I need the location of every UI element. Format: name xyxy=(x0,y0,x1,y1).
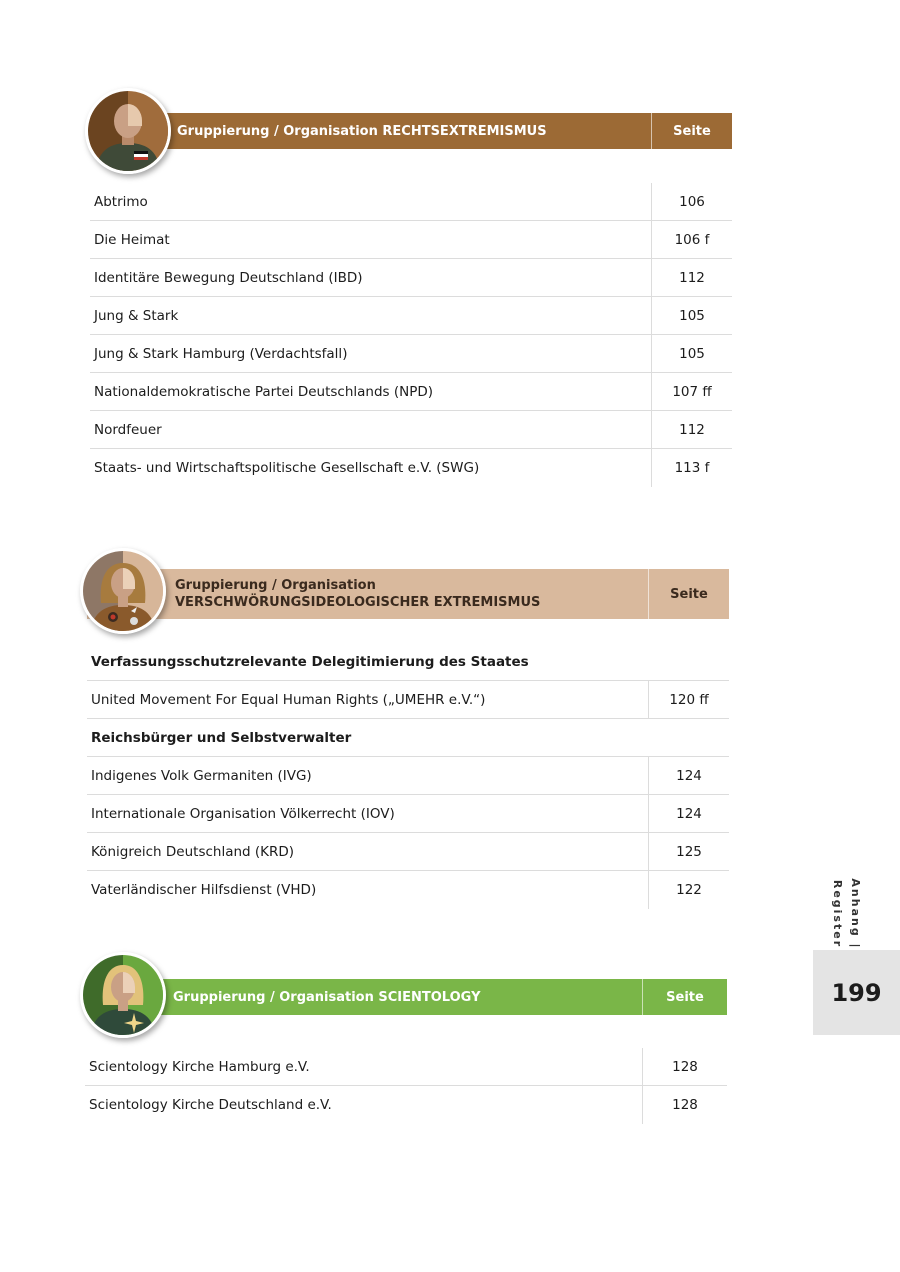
row-page: 112 xyxy=(651,411,732,448)
row-page: 124 xyxy=(648,757,729,794)
header-title-line: VERSCHWÖRUNGSIDEOLOGISCHER EXTREMISMUS xyxy=(175,595,541,610)
side-section-label: Anhang | Register xyxy=(831,878,862,950)
table-rows xyxy=(87,643,729,909)
section-header xyxy=(90,113,732,149)
header-title xyxy=(85,979,642,1015)
row-name: Die Heimat xyxy=(94,231,170,248)
header-seite-label: Seite xyxy=(651,113,732,149)
section-header xyxy=(87,569,729,619)
row-name: Jung & Stark Hamburg (Verdachtsfall) xyxy=(94,345,348,362)
header-title xyxy=(90,113,651,149)
row-name: Staats- und Wirtschaftspolitische Gesellschaft e.V. (SWG) xyxy=(94,460,480,476)
section-verschwoerung xyxy=(87,548,729,914)
row-page: 112 xyxy=(651,259,732,296)
table-row xyxy=(90,373,732,411)
row-name: Indigenes Volk Germaniten (IVG) xyxy=(91,767,312,784)
table-rows xyxy=(90,183,732,487)
conspiracy-extremist-avatar-icon xyxy=(80,548,166,634)
row-page: 113 f xyxy=(651,449,732,487)
table-row xyxy=(90,259,732,297)
row-name: Nationaldemokratische Partei Deutschlands (NPD) xyxy=(94,383,434,400)
section-rechtsextremismus xyxy=(90,88,732,498)
row-subheading: Reichsbürger und Selbstverwalter xyxy=(91,729,352,746)
table-row xyxy=(87,719,729,757)
row-name: Jung & Stark xyxy=(94,307,179,324)
row-name: United Movement For Equal Human Rights („UMEHR e.V.“) xyxy=(91,691,486,708)
row-name: Abtrimo xyxy=(94,193,148,210)
row-name: Internationale Organisation Völkerrecht (IOV) xyxy=(91,805,395,822)
row-page: 124 xyxy=(648,795,729,832)
table-row xyxy=(90,183,732,221)
row-page: 106 f xyxy=(651,221,732,258)
header-title-line: Gruppierung / Organisation RECHTSEXTREMISMUS xyxy=(177,123,547,139)
row-page: 128 xyxy=(642,1048,727,1085)
scientology-avatar-icon xyxy=(80,952,166,1038)
row-page: 107 ff xyxy=(651,373,732,410)
row-page: 128 xyxy=(642,1086,727,1124)
row-subheading: Verfassungsschutzrelevante Delegitimierung des Staates xyxy=(91,653,529,670)
row-name: Vaterländischer Hilfsdienst (VHD) xyxy=(91,882,317,898)
row-name: Scientology Kirche Hamburg e.V. xyxy=(89,1058,310,1075)
header-title-line: Gruppierung / Organisation xyxy=(175,578,376,593)
row-page xyxy=(648,643,729,680)
row-page: 106 xyxy=(651,183,732,220)
row-page: 125 xyxy=(648,833,729,870)
table-row xyxy=(90,221,732,259)
table-row xyxy=(90,411,732,449)
table-row xyxy=(87,833,729,871)
row-name: Königreich Deutschland (KRD) xyxy=(91,843,295,860)
table-row xyxy=(90,335,732,373)
header-title xyxy=(87,569,648,619)
table-row xyxy=(87,795,729,833)
section-header xyxy=(85,979,727,1015)
header-seite-label: Seite xyxy=(648,569,729,619)
table-row xyxy=(87,681,729,719)
table-row xyxy=(85,1048,727,1086)
row-name: Nordfeuer xyxy=(94,421,162,438)
table-row xyxy=(87,757,729,795)
table-row xyxy=(87,643,729,681)
right-extremist-avatar-icon xyxy=(85,88,171,174)
row-name: Scientology Kirche Deutschland e.V. xyxy=(89,1097,332,1113)
table-row xyxy=(90,297,732,335)
row-page: 105 xyxy=(651,297,732,334)
section-scientology xyxy=(85,952,727,1127)
row-page xyxy=(648,719,729,756)
table-row xyxy=(87,871,729,909)
header-title-line: Gruppierung / Organisation SCIENTOLOGY xyxy=(173,989,481,1005)
row-page: 120 ff xyxy=(648,681,729,718)
page-number: 199 xyxy=(813,950,900,1035)
row-name: Identitäre Bewegung Deutschland (IBD) xyxy=(94,269,363,286)
table-row xyxy=(85,1086,727,1124)
table-rows xyxy=(85,1048,727,1124)
row-page: 105 xyxy=(651,335,732,372)
table-row xyxy=(90,449,732,487)
row-page: 122 xyxy=(648,871,729,909)
header-seite-label: Seite xyxy=(642,979,727,1015)
